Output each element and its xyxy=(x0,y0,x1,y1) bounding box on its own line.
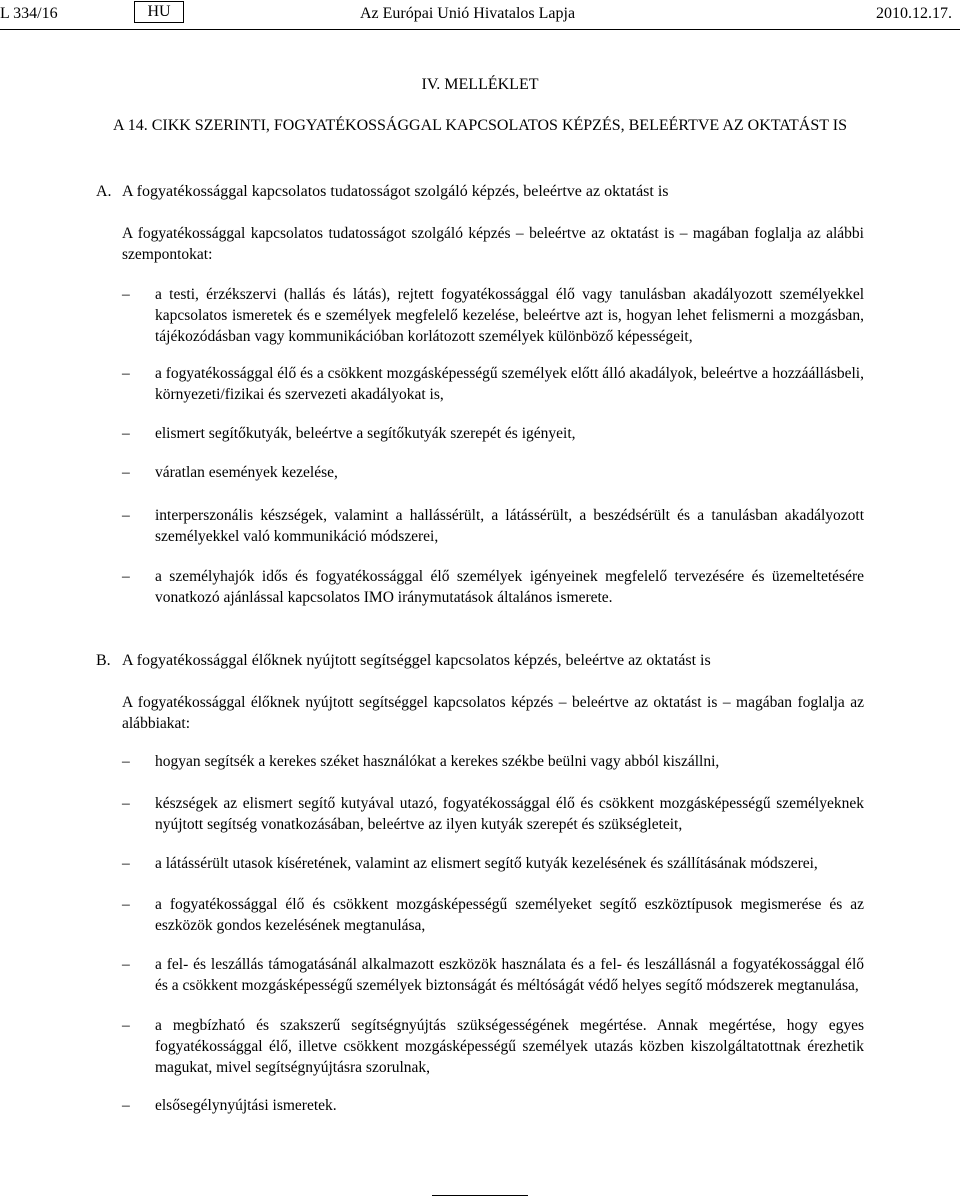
list-item-text: a látássérült utasok kíséretének, valamint az elismert segítő kutyák kezelésének és szállításának módszerei, xyxy=(155,855,818,872)
list-item-text: a fogyatékossággal élő és csökkent mozgásképességű személyeket segítő eszköztípusok megismerése és az eszközök gondos kezelésének megtanulása, xyxy=(155,896,864,934)
section-a-letter: A. xyxy=(96,183,112,200)
journal-title: Az Európai Unió Hivatalos Lapja xyxy=(360,5,576,22)
language-badge: HU xyxy=(134,1,184,23)
list-item-text: a testi, érzékszervi (hallás és látás), rejtett fogyatékossággal élő vagy tanulásban akadályozott személyekkel kapcsolatos ismeretek és e személyek megfelelő kezelése, beleértve azt is, hogyan lehet felismerni a mozgásban, tájékozódásban vagy kommunikációban korlátozott személyek különböző képességeit, xyxy=(155,286,864,345)
list-item-text: a fel- és leszállás támogatásánál alkalmazott eszközök használata és a fel- és leszállásnál a fogyatékossággal élő és a csökkent mozgásképességű személyek biztonságát és méltóságát védő helyes segítő módszerek megtanulása, xyxy=(155,956,864,994)
list-dash: – xyxy=(122,507,130,524)
list-dash: – xyxy=(122,286,130,303)
list-item-text: a megbízható és szakszerű segítségnyújtás szükségességének megértése. Annak megértése, hogy egyes fogyatékossággal élő, illetve csökkent mozgásképességű személyek utazás közben kiszolgáltatottnak érezhetik magukat, mivel segítségnyújtásra szorulnak, xyxy=(155,1017,864,1076)
annex-subtitle: A 14. CIKK SZERINTI, FOGYATÉKOSSÁGGAL KAPCSOLATOS KÉPZÉS, BELEÉRTVE AZ OKTATÁST IS xyxy=(113,117,847,134)
annex-title: IV. MELLÉKLET xyxy=(421,76,539,93)
list-item-text: készségek az elismert segítő kutyával utazó, fogyatékossággal élő és csökkent mozgásképességű személyeknek nyújtott segítség vonatkozásában, beleértve az ilyen kutyák szerepét és szükségleteit, xyxy=(155,795,864,833)
list-item-text: elismert segítőkutyák, beleértve a segítőkutyák szerepét és igényeit, xyxy=(155,425,576,442)
list-dash: – xyxy=(122,568,130,585)
list-item-text: a személyhajók idős és fogyatékossággal élő személyek igényeinek megfelelő tervezésére és üzemeltetésére vonatkozó ajánlással kapcsolatos IMO iránymutatások általános ismerete. xyxy=(155,568,864,606)
section-b-title: A fogyatékossággal élőknek nyújtott segítséggel kapcsolatos képzés, beleértve az oktatást is xyxy=(122,652,711,669)
list-dash: – xyxy=(122,464,130,481)
footer-divider xyxy=(432,1195,528,1196)
section-a-title: A fogyatékossággal kapcsolatos tudatosságot szolgáló képzés, beleértve az oktatást is xyxy=(122,183,669,200)
section-a-intro: A fogyatékossággal kapcsolatos tudatosságot szolgáló képzés – beleértve az oktatást is – magában foglalja az alábbi szempontokat: xyxy=(122,225,864,263)
list-dash: – xyxy=(122,855,130,872)
list-dash: – xyxy=(122,753,130,770)
list-dash: – xyxy=(122,795,130,812)
list-item-text: váratlan események kezelése, xyxy=(155,464,338,481)
list-item-text: a fogyatékossággal élő és a csökkent mozgásképességű személyek előtt álló akadályok, beleértve a hozzáállásbeli, környezeti/fizikai és szervezeti akadályokat is, xyxy=(155,365,864,403)
list-dash: – xyxy=(122,1017,130,1034)
list-item-text: interperszonális készségek, valamint a hallássérült, a látássérült, a beszédsérült és a tanulásban akadályozott személyekkel való kommunikáció módszerei, xyxy=(155,507,864,545)
page-reference: L 334/16 xyxy=(0,5,58,22)
section-b-heading xyxy=(96,650,876,671)
section-a-heading xyxy=(96,181,876,202)
list-dash: – xyxy=(122,956,130,973)
publication-date: 2010.12.17. xyxy=(876,5,952,22)
list-dash: – xyxy=(122,1097,130,1114)
section-b-letter: B. xyxy=(96,652,111,669)
list-dash: – xyxy=(122,896,130,913)
section-b-intro: A fogyatékossággal élőknek nyújtott segítséggel kapcsolatos képzés – beleértve az oktatást is – magában foglalja az alábbiakat: xyxy=(122,694,864,732)
list-dash: – xyxy=(122,365,130,382)
list-dash: – xyxy=(122,425,130,442)
page-header xyxy=(0,0,960,30)
list-item-text: hogyan segítsék a kerekes széket használókat a kerekes székbe beülni vagy abból kiszállni, xyxy=(155,753,720,770)
list-item-text: elsősegélynyújtási ismeretek. xyxy=(155,1097,337,1114)
